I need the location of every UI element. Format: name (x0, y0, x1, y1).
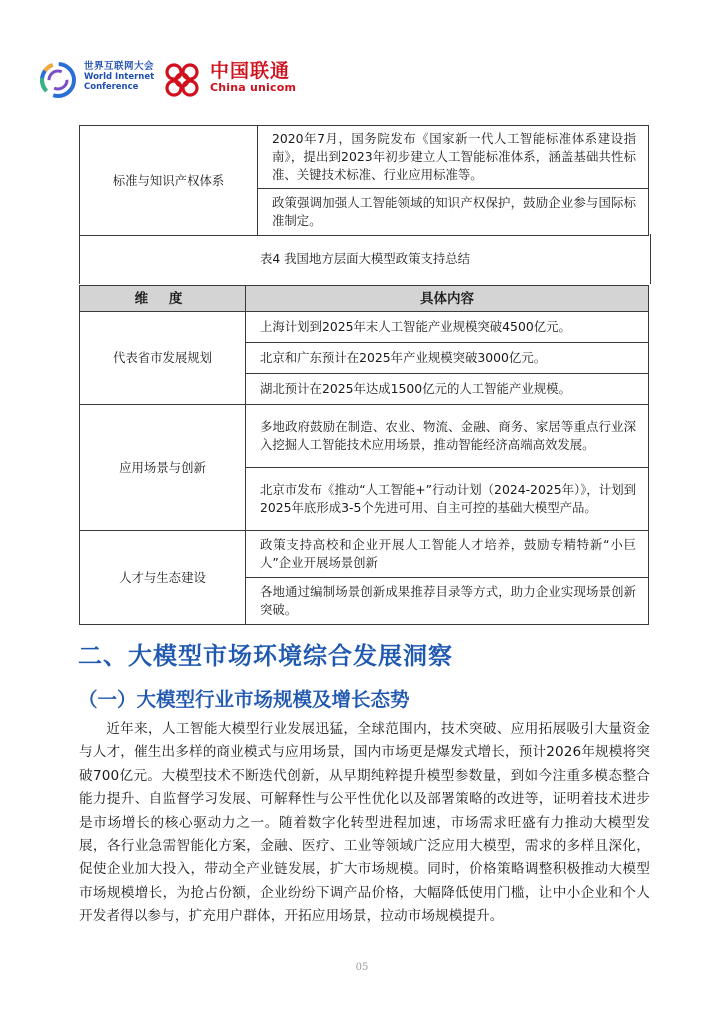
section-heading: 二、大模型市场环境综合发展洞察 (78, 642, 453, 670)
wic-name-cn: 世界互联网大会 (84, 61, 155, 72)
dimension-cell: 应用场景与创新 (80, 405, 246, 531)
china-unicom-knot-logo (160, 58, 204, 102)
wic-logo-text (84, 62, 154, 92)
page-number: 05 (355, 962, 369, 973)
content-cell: 政策强调加强人工智能领域的知识产权保护，鼓励企业参与国际标准制定。 (258, 189, 649, 236)
table-row (80, 405, 649, 468)
wic-name-en-2: Conference (84, 82, 139, 92)
wic-name-en-1: World Internet (84, 72, 155, 82)
page-header (38, 54, 338, 106)
content-cell: 北京和广东预计在2025年产业规模突破3000亿元。 (246, 343, 649, 374)
dimension-cell: 代表省市发展规划 (80, 312, 246, 405)
table-caption: 表4 我国地方层面大模型政策支持总结 (79, 234, 651, 284)
subsection-heading: （一）大模型行业市场规模及增长态势 (78, 688, 410, 711)
column-header-content: 具体内容 (246, 286, 649, 312)
dimension-cell: 人才与生态建设 (80, 531, 246, 625)
local-policy-table (79, 285, 649, 625)
content-cell: 北京市发布《推动“人工智能+”行动计划（2024-2025年）》，计划到2025年底形成3-5个先进可用、自主可控的基础大模型产品。 (246, 468, 649, 531)
table-row (80, 531, 649, 578)
table-row (80, 126, 649, 189)
content-cell: 政策支持高校和企业开展人工智能人才培养，鼓励专精特新“小巨人”企业开展场景创新 (246, 531, 649, 578)
table-header-row (80, 286, 649, 312)
body-paragraph: 近年来，人工智能大模型行业发展迅猛，全球范围内，技术突破、应用拓展吸引大量资金与人才，催生出多样的商业模式与应用场景，国内市场更是爆发式增长，预计2026年规模将突破700亿元。大模型技术不断迭代创新，从早期纯粹提升模型参数量，到如今注重多模态整合能力提升、自监督学习发展、可解释性与公平性优化以及部署策略的改进等，证明着技术进步是市场增长的核心驱动力之一。随着数字化转型进程加速，市场需求旺盛有力推动大模型发展，各行业急需智能化方案，金融、医疗、工业等领域广泛应用大模型，需求的多样且深化，促使企业加大投入，带动全产业链发展，扩大市场规模。同时，价格策略调整积极推动大模型市场规模增长，为抢占份额，企业纷纷下调产品价格，大幅降低使用门槛，让中小企业和个人开发者得以参与，扩充用户群体，开拓应用场景，拉动市场规模提升。 (79, 721, 650, 925)
content-cell: 上海计划到2025年末人工智能产业规模突破4500亿元。 (246, 312, 649, 343)
china-unicom-name-en: China unicom (210, 81, 297, 94)
table-row (80, 312, 649, 343)
world-internet-conference-logo (38, 60, 78, 100)
content-cell: 2020年7月，国务院发布《国家新一代人工智能标准体系建设指南》，提出到2023年初步建立人工智能标准体系，涵盖基础共性标准、关键技术标准、行业应用标准等。 (258, 126, 649, 189)
china-unicom-text (210, 60, 296, 94)
standards-table (79, 125, 649, 236)
content-cell: 湖北预计在2025年达成1500亿元的人工智能产业规模。 (246, 374, 649, 405)
content-cell: 多地政府鼓励在制造、农业、物流、金融、商务、家居等重点行业深入挖掘人工智能技术应用场景，推动智能经济高端高效发展。 (246, 405, 649, 468)
column-header-dimension: 维 度 (80, 286, 246, 312)
dimension-cell: 标准与知识产权体系 (80, 126, 258, 236)
china-unicom-name-cn: 中国联通 (210, 60, 291, 82)
content-cell: 各地通过编制场景创新成果推荐目录等方式，助力企业实现场景创新突破。 (246, 578, 649, 625)
